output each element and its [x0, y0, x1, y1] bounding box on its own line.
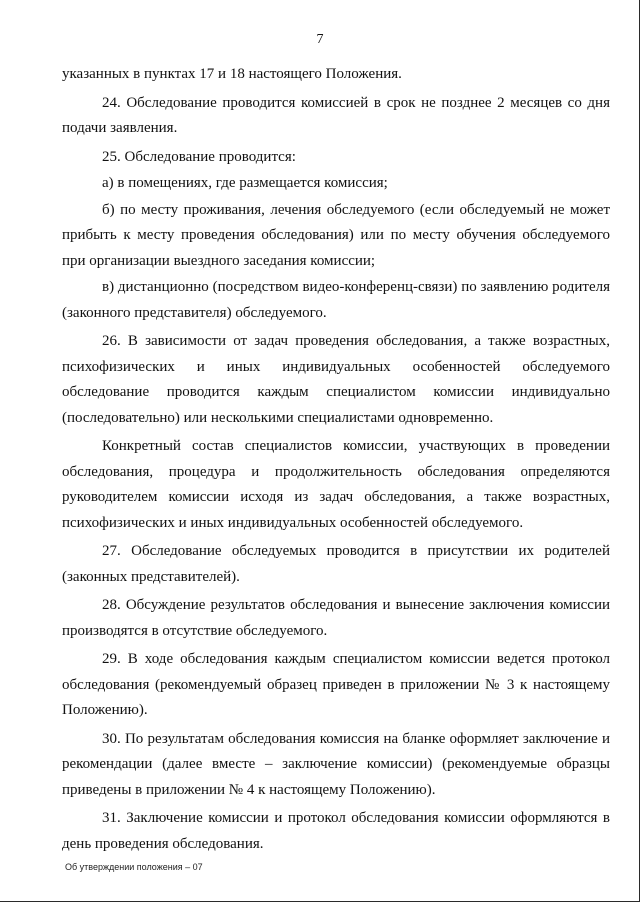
- document-footer: Об утверждении положения – 07: [65, 862, 203, 872]
- paragraph-24: 24. Обследование проводится комиссией в срок не позднее 2 месяцев со дня подачи заявления.: [62, 94, 610, 136]
- paragraph-29: 29. В ходе обследования каждым специалистом комиссии ведется протокол обследования (рекомендуемый образец приведен в приложении № 3 к настоящему Положению).: [62, 651, 610, 718]
- paragraph-continuation: указанных в пунктах 17 и 18 настоящего Положения.: [62, 66, 402, 82]
- paragraph-25-a: а) в помещениях, где размещается комиссия;: [102, 175, 388, 191]
- paragraph-26-composition: Конкретный состав специалистов комиссии, участвующих в проведении обследования, процедура и продолжительность обследования определяются руководителем комиссии исходя из задач обследования, а также возрастных, психофизических и иных индивидуальных особенностей обследуемого.: [62, 438, 610, 531]
- page-number: 7: [316, 32, 324, 47]
- paragraph-26: 26. В зависимости от задач проведения обследования, а также возрастных, психофизических и иных индивидуальных особенностей обследуемого обследование проводится каждым специалистом комиссии индивидуально (последовательно) или несколькими специалистами одновременно.: [62, 333, 610, 426]
- paragraph-27: 27. Обследование обследуемых проводится в присутствии их родителей (законных представителей).: [62, 543, 610, 585]
- paragraph-25-b: б) по месту проживания, лечения обследуемого (если обследуемый не может прибыть к месту проведения обследования) или по месту обучения обследуемого при организации выездного заседания комиссии;: [62, 201, 610, 269]
- paragraph-31: 31. Заключение комиссии и протокол обследования комиссии оформляются в день проведения обследования.: [62, 810, 610, 852]
- paragraph-25: 25. Обследование проводится:: [102, 148, 296, 165]
- paragraph-30: 30. По результатам обследования комиссия на бланке оформляет заключение и рекомендации (далее вместе – заключение комиссии) (рекомендуемые образцы приведены в приложении № 4 к настоящему Положению).: [62, 730, 610, 798]
- paragraph-28: 28. Обсуждение результатов обследования и вынесение заключения комиссии производятся в отсутствие обследуемого.: [62, 597, 610, 639]
- paragraph-25-v: в) дистанционно (посредством видео-конференц-связи) по заявлению родителя (законного представителя) обследуемого.: [62, 279, 610, 321]
- document-body: [62, 62, 610, 857]
